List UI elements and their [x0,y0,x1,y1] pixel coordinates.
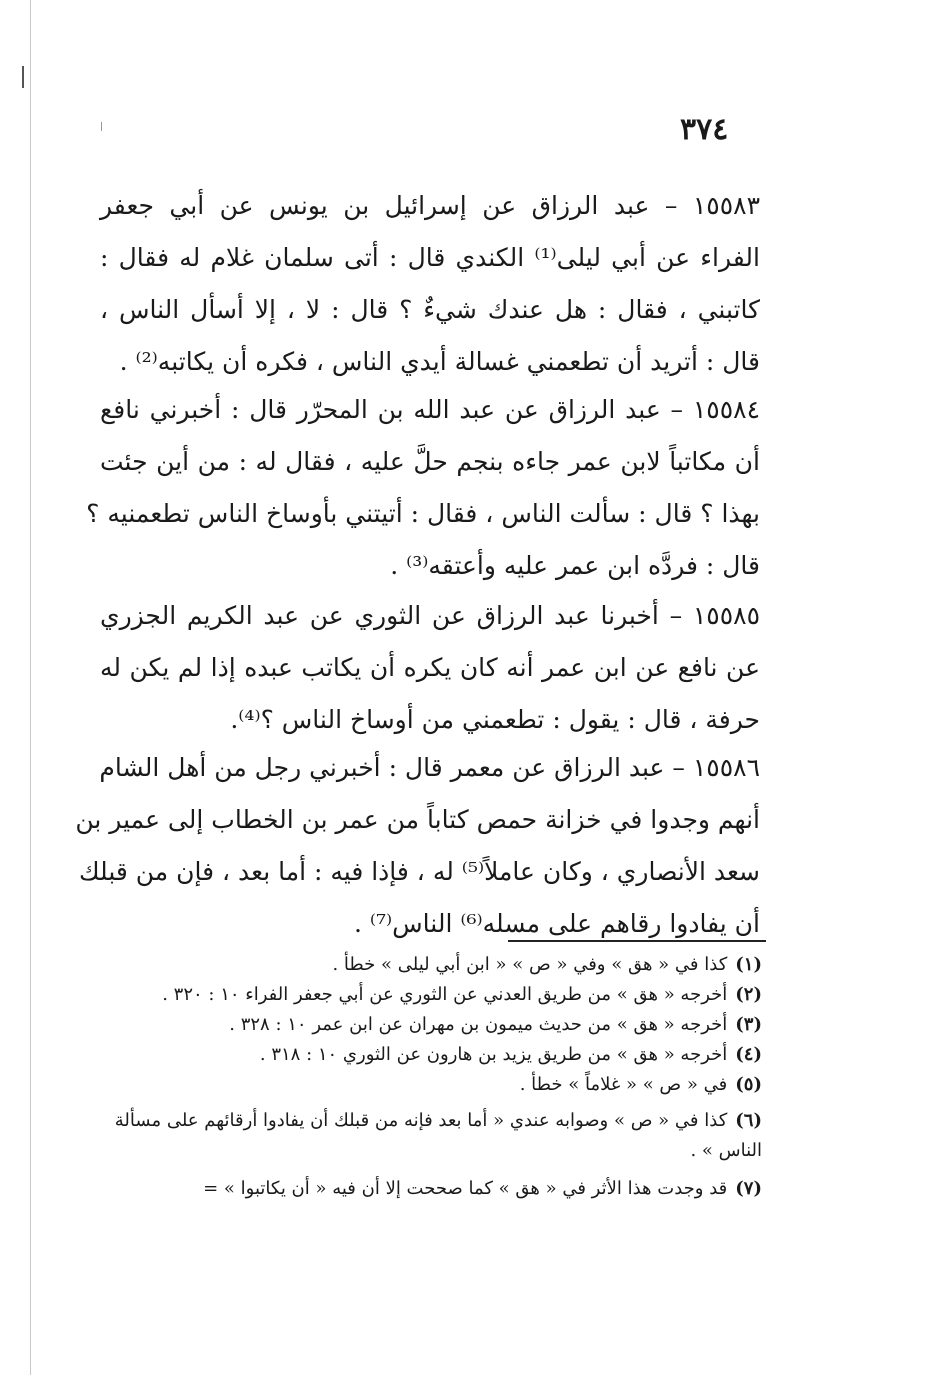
page-number: ٣٧٤ [680,112,729,147]
footnote [100,950,762,980]
footnote-number: (٣) [735,1014,762,1035]
footnote-text: أخرجه « هق » من طريق يزيد بن هارون عن الثوري ١٠ : ٣١٨ . [259,1044,728,1065]
footnote-number: (٢) [735,984,762,1005]
text-line: بهذا ؟ قال : سألت الناس ، فقال : أتيتني بأوساخ الناس تطعمنيه ؟ [86,499,760,528]
text-line: كاتبني ، فقال : هل عندك شيءٌ ؟ قال : لا ، إلا أسأل الناس ، [100,295,760,324]
scan-margin-mark [22,66,24,88]
scan-page-edge [30,0,31,1375]
footnote-number: (٦) [735,1110,762,1131]
footnote [100,1010,762,1040]
footnote [100,1070,762,1100]
footnote-text: في « ص » « غلاماً » خطأ . [519,1074,728,1095]
footnote [100,1040,762,1070]
text-line: أن مكاتباً لابن عمر جاءه بنجم حلَّ عليه ، فقال له : من أين جئت [100,447,760,476]
footnote-number: (١) [735,954,762,975]
hadith-15583 [100,180,760,388]
text-line: أن يفادوا رقاهم على مسله⁽⁶⁾ الناس⁽⁷⁾ . [353,909,760,938]
text-line: ١٥٥٨٦ – عبد الرزاق عن معمر قال : أخبرني رجل من أهل الشام [99,753,760,782]
footnote [100,1106,762,1166]
text-line: أنهم وجدوا في خزانة حمص كتاباً من عمر بن الخطاب إلى عمير بن [75,805,760,834]
footnote-text: أخرجه « هق » من طريق العدني عن الثوري عن أبي جعفر الفراء ١٠ : ٣٢٠ . [162,984,728,1005]
footnote-text: أخرجه « هق » من حديث ميمون بن مهران عن ابن عمر ١٠ : ٣٢٨ . [229,1014,728,1035]
text-line: سعد الأنصاري ، وكان عاملاً⁽⁵⁾ له ، فإذا فيه : أما بعد ، فإن من قبلك [78,857,760,886]
footnote-text: كذا في « هق » وفي « ص » « ابن أبي ليلى » خطأ . [332,954,728,975]
footnote-number: (٧) [735,1178,762,1199]
text-line: الفراء عن أبي ليلى⁽¹⁾ الكندي قال : أتى سلمان غلام له فقال : [100,243,760,272]
hadith-15586 [75,742,760,950]
text-line: قال : أتريد أن تطعمني غسالة أيدي الناس ، فكره أن يكاتبه⁽²⁾ . [119,347,760,376]
scan-margin-tick [101,122,102,131]
text-line: عن نافع عن ابن عمر أنه كان يكره أن يكاتب عبده إذا لم يكن له [100,653,760,682]
footnote-number: (٥) [735,1074,762,1095]
hadith-15585 [100,590,760,746]
text-line: ١٥٥٨٥ – أخبرنا عبد الرزاق عن الثوري عن عبد الكريم الجزري [100,601,760,630]
footnote-number: (٤) [735,1044,762,1065]
footnote-separator [508,940,766,942]
hadith-15584 [86,384,760,592]
footnote [100,980,762,1010]
text-line: ١٥٥٨٤ – عبد الرزاق عن عبد الله بن المحرّر قال : أخبرني نافع [100,395,760,424]
footnote-text: كذا في « ص » وصوابه عندي « أما بعد فإنه من قبلك أن يفادوا أرقائهم على مسألة الناس » . [114,1110,762,1161]
footnote [100,1174,762,1204]
text-line: حرفة ، قال : يقول : تطعمني من أوساخ الناس ؟⁽⁴⁾. [230,705,760,734]
text-line: قال : فردَّه ابن عمر عليه وأعتقه⁽³⁾ . [390,551,760,580]
footnotes [100,950,762,1204]
footnote-text: قد وجدت هذا الأثر في « هق » كما صححت إلا أن فيه « أن يكاتبوا » = [203,1178,728,1199]
text-line: ١٥٥٨٣ – عبد الرزاق عن إسرائيل بن يونس عن أبي جعفر [100,191,760,220]
